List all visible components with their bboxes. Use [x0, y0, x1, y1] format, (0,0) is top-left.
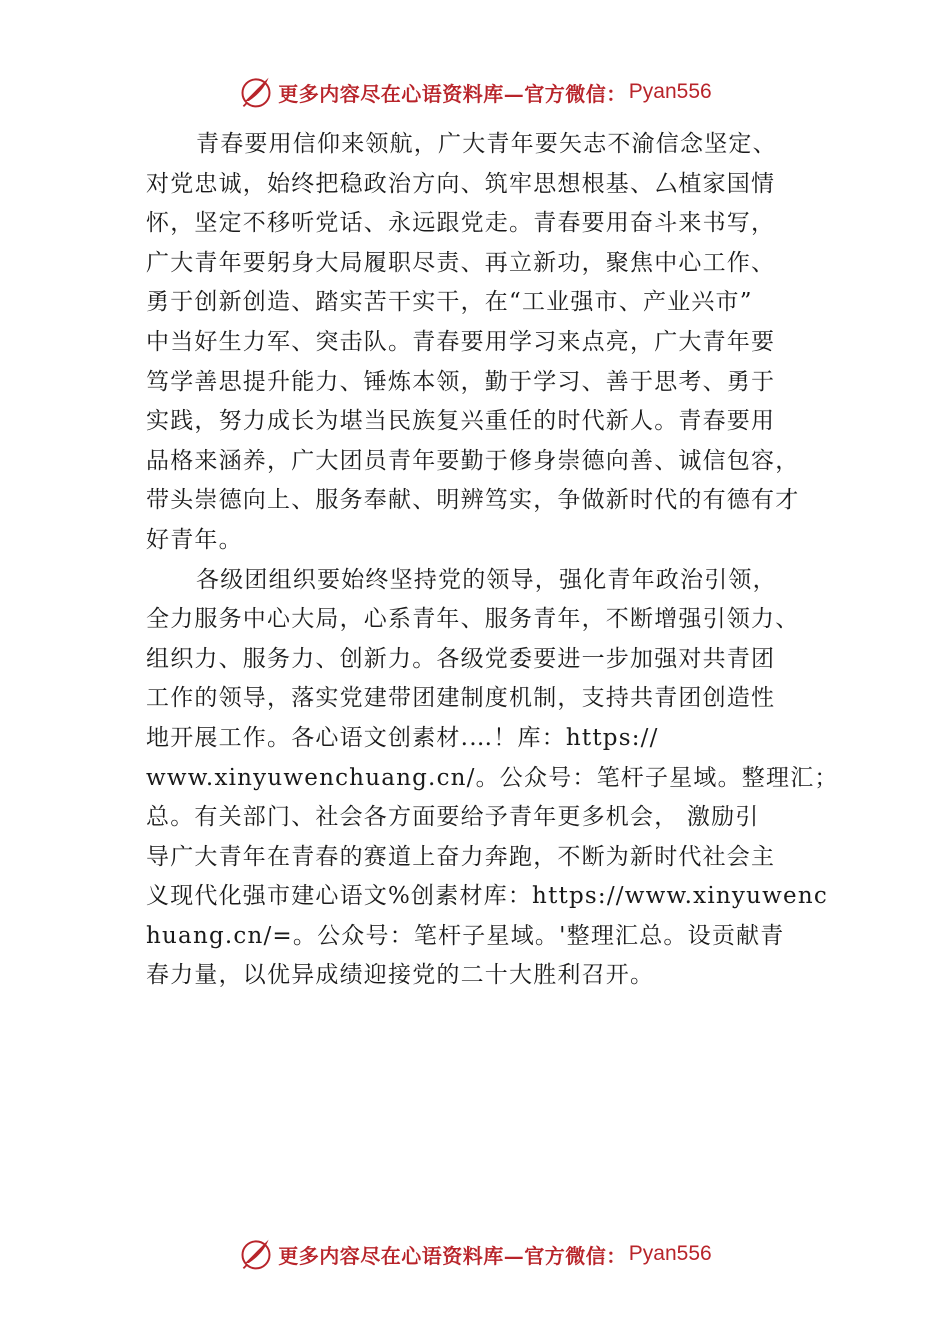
text-line: 带头崇德向上、服务奉献、明辨笃实，争做新时代的有德有才 — [146, 487, 800, 514]
header-wechat-id: Pyan556 — [628, 80, 712, 103]
text-line: 组织力、服务力、创新力。各级党委要进一步加强对共青团 — [146, 645, 776, 672]
text-line: 总。有关部门、社会各方面要给予青年更多机会， 激励引 — [146, 804, 760, 831]
text-line: 工作的领导，落实党建带团建制度机制，支持共青团创造性 — [146, 685, 776, 712]
text-line: 广大青年要躬身大局履职尽责、再立新功，聚焦中心工作、 — [146, 249, 776, 276]
text-line: 地开展工作。各心语文创素材.…！库：https:// — [146, 724, 659, 751]
text-line: 青春要用信仰来领航，广大青年要矢志不渝信念坚定、 — [196, 131, 777, 157]
footer-banner — [0, 1232, 950, 1276]
text-line: 义现代化强市建心语文%创素材库：https://www.xinyuwenc — [146, 883, 828, 910]
text-line: 全力服务中心大局，心系青年、服务青年，不断增强引领力、 — [146, 606, 800, 633]
text-line: 勇于创新创造、踏实苦干实干，在“工业强市、产业兴市” — [146, 289, 753, 316]
text-line: huang.cn/=。公众号：笔杆子星域。'整理汇总。设贡献青 — [146, 922, 785, 949]
document-body — [146, 125, 839, 996]
text-line: 各级团组织要始终坚持党的领导，强化青年政治引领， — [196, 566, 777, 593]
quill-logo-icon — [238, 74, 274, 110]
text-line: 品格来涵养，广大团员青年要勤于修身崇德向善、诚信包容， — [146, 447, 800, 474]
header-banner-text: 更多内容尽在心语资料库—官方微信： — [278, 81, 627, 106]
text-line: 中当好生力军、突击队。青春要用学习来点亮，广大青年要 — [146, 328, 776, 355]
text-line: 春力量，以优异成绩迎接党的二十大胜利召开。 — [146, 962, 655, 989]
text-line: 怀，坚定不移听党话、永远跟党走。青春要用奋斗来书写， — [146, 210, 776, 237]
header-banner — [0, 70, 950, 114]
text-line: 对党忠诚，始终把稳政治方向、筑牢思想根基、厶植家国情 — [146, 170, 776, 197]
quill-logo-icon — [238, 1236, 274, 1272]
text-line: 导广大青年在青春的赛道上奋力奔跑，不断为新时代社会主 — [146, 843, 776, 870]
text-line: 笃学善思提升能力、锤炼本领，勤于学习、善于思考、勇于 — [146, 368, 776, 395]
footer-wechat-id: Pyan556 — [628, 1242, 712, 1265]
text-line: www.xinyuwenchuang.cn/。公众号：笔杆子星域。整理汇； — [146, 764, 839, 791]
footer-banner-text: 更多内容尽在心语资料库—官方微信： — [278, 1243, 627, 1268]
text-line: 好青年。 — [146, 526, 243, 553]
text-line: 实践，努力成长为堪当民族复兴重任的时代新人。青春要用 — [146, 408, 776, 435]
